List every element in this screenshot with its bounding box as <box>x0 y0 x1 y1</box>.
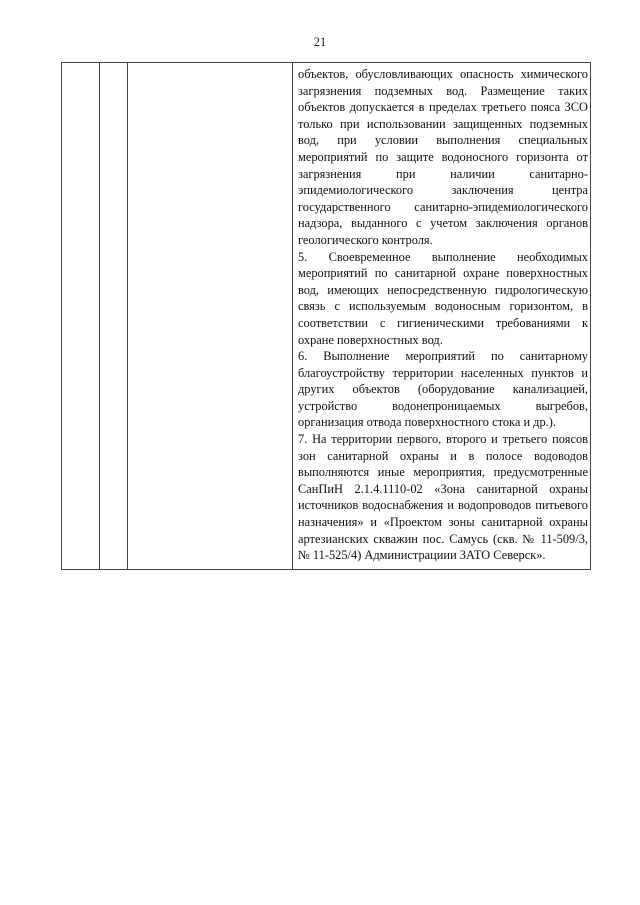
paragraph-item-5: 5. Своевременное выполнение необходимых мероприятий по санитарной охране поверхностных вод, имеющих непосредственную гидрологическую связь с используемым водоносным горизонтом, в соответствии с гигиеническими требованиями к охране поверхностных вод. <box>298 249 588 347</box>
paragraph-item-7: 7. На территории первого, второго и третьего поясов зон санитарной охраны и в полосе водоводов выполняются иные мероприятия, предусмотренные СанПиН 2.1.4.1110-02 «Зона санитарной охраны источников водоснабжения и водопроводов питьевого назначения» и «Проектом зоны санитарной охраны артезианских скважин пос. Самусь (скв. № 11-509/3, № 11-525/4) Администрациии ЗАТО Северск». <box>298 432 588 563</box>
page-number: 21 <box>313 35 327 49</box>
measures-text <box>293 63 590 569</box>
document-table <box>61 62 591 570</box>
paragraph-item-6: 6. Выполнение мероприятий по санитарному благоустройству территории населенных пунктов и других объектов (оборудование канализацией, устройство водонепроницаемых выгребов, организация отвода поверхностного стока и др.). <box>298 349 588 430</box>
table-cell-narrow <box>100 63 128 570</box>
table-row <box>62 63 591 570</box>
table-cell-description <box>128 63 293 570</box>
table-cell-number <box>62 63 100 570</box>
table-cell-measures <box>293 63 591 570</box>
paragraph-continuation: объектов, обусловливающих опасность химического загрязнения подземных вод. Размещение таких объектов допускается в пределах третьего пояса ЗСО только при использовании защищенных подземных вод, при условии выполнения специальных мероприятий по защите водоносного горизонта от загрязнения при наличии санитарно-эпидемиологического заключения центра государственного санитарно-эпидемиологического надзора, выданного с учетом заключения органов геологического контроля. <box>298 67 588 247</box>
